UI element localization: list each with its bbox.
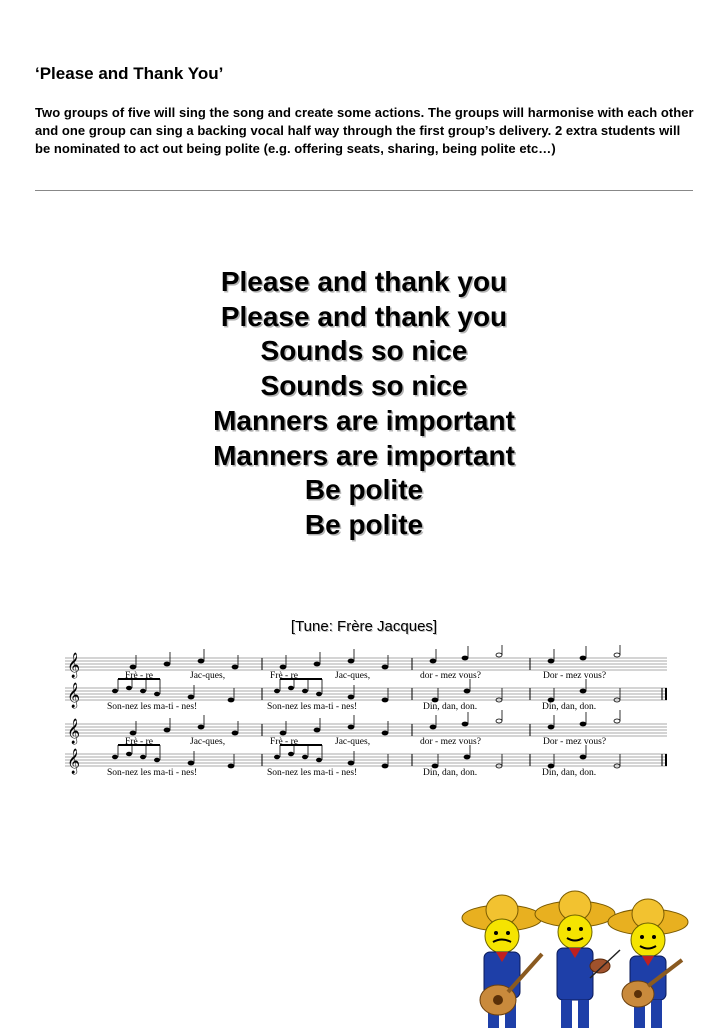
music-lyric: Dor - mez vous? bbox=[543, 737, 607, 747]
music-lyric: Din, dan, don. bbox=[542, 702, 597, 712]
lyric-line: Please and thank you bbox=[220, 300, 508, 332]
music-lyric: Din, dan, don. bbox=[542, 768, 597, 778]
horizontal-divider bbox=[35, 190, 693, 191]
music-lyric: Din, dan, don. bbox=[423, 768, 478, 778]
music-lyric: Frè - re bbox=[125, 671, 153, 681]
music-lyric: Jac-ques, bbox=[335, 671, 371, 681]
music-lyrics bbox=[107, 671, 606, 778]
music-lyric: Dor - mez vous? bbox=[543, 671, 607, 681]
mariachi-band-icon bbox=[460, 888, 690, 1030]
music-lyric: Frè - re bbox=[125, 737, 153, 747]
music-lyric: Son-nez les ma-ti - nes! bbox=[267, 702, 358, 712]
music-notes-eighths bbox=[112, 679, 620, 768]
lyric-line: Sounds so nice bbox=[260, 335, 468, 367]
music-lyric: Jac-ques, bbox=[190, 671, 226, 681]
music-lyric: Frè - re bbox=[270, 671, 298, 681]
mariachi-figure bbox=[608, 899, 688, 1028]
mariachi-figure bbox=[462, 895, 542, 1028]
tune-note: [Tune: Frère Jacques] bbox=[290, 618, 438, 635]
mariachi-figure bbox=[535, 891, 620, 1028]
svg-text:𝄞: 𝄞 bbox=[67, 653, 81, 678]
lyric-line: Please and thank you bbox=[220, 266, 508, 297]
music-lyric: dor - mez vous? bbox=[420, 737, 481, 747]
music-lyric: Frè - re bbox=[270, 737, 298, 747]
lyric-line: Be polite bbox=[304, 508, 424, 540]
music-lyric: Son-nez les ma-ti - nes! bbox=[107, 768, 198, 778]
music-lyric: Son-nez les ma-ti - nes! bbox=[267, 768, 358, 778]
svg-text:𝄞: 𝄞 bbox=[67, 749, 81, 774]
music-lyric: Din, dan, don. bbox=[423, 702, 478, 712]
music-lyric: Jac-ques, bbox=[190, 737, 226, 747]
treble-clef-icon bbox=[67, 652, 80, 774]
music-lyric: Jac-ques, bbox=[335, 737, 371, 747]
lyric-line: Manners are important bbox=[213, 404, 515, 436]
music-notes bbox=[130, 645, 620, 735]
svg-text:𝄞: 𝄞 bbox=[67, 719, 81, 744]
music-lyric: dor - mez vous? bbox=[420, 671, 481, 681]
music-lyric: Son-nez les ma-ti - nes! bbox=[107, 702, 198, 712]
intro-paragraph: Two groups of five will sing the song and create some actions. The groups will harmonise with each other and one group can sing a backing vocal half way through the first group’s delivery. 2 extra students will be nominated to act out being polite (e.g. offering seats, sharing, being polite etc…) bbox=[35, 105, 694, 156]
lyric-line: Sounds so nice bbox=[260, 370, 468, 402]
lyric-line: Manners are important bbox=[213, 439, 515, 471]
song-lyrics bbox=[160, 265, 568, 543]
sheet-music bbox=[55, 645, 675, 785]
svg-text:𝄞: 𝄞 bbox=[67, 683, 81, 708]
document-title: ‘Please and Thank You’ bbox=[35, 64, 224, 83]
lyric-line: Be polite bbox=[304, 474, 424, 506]
